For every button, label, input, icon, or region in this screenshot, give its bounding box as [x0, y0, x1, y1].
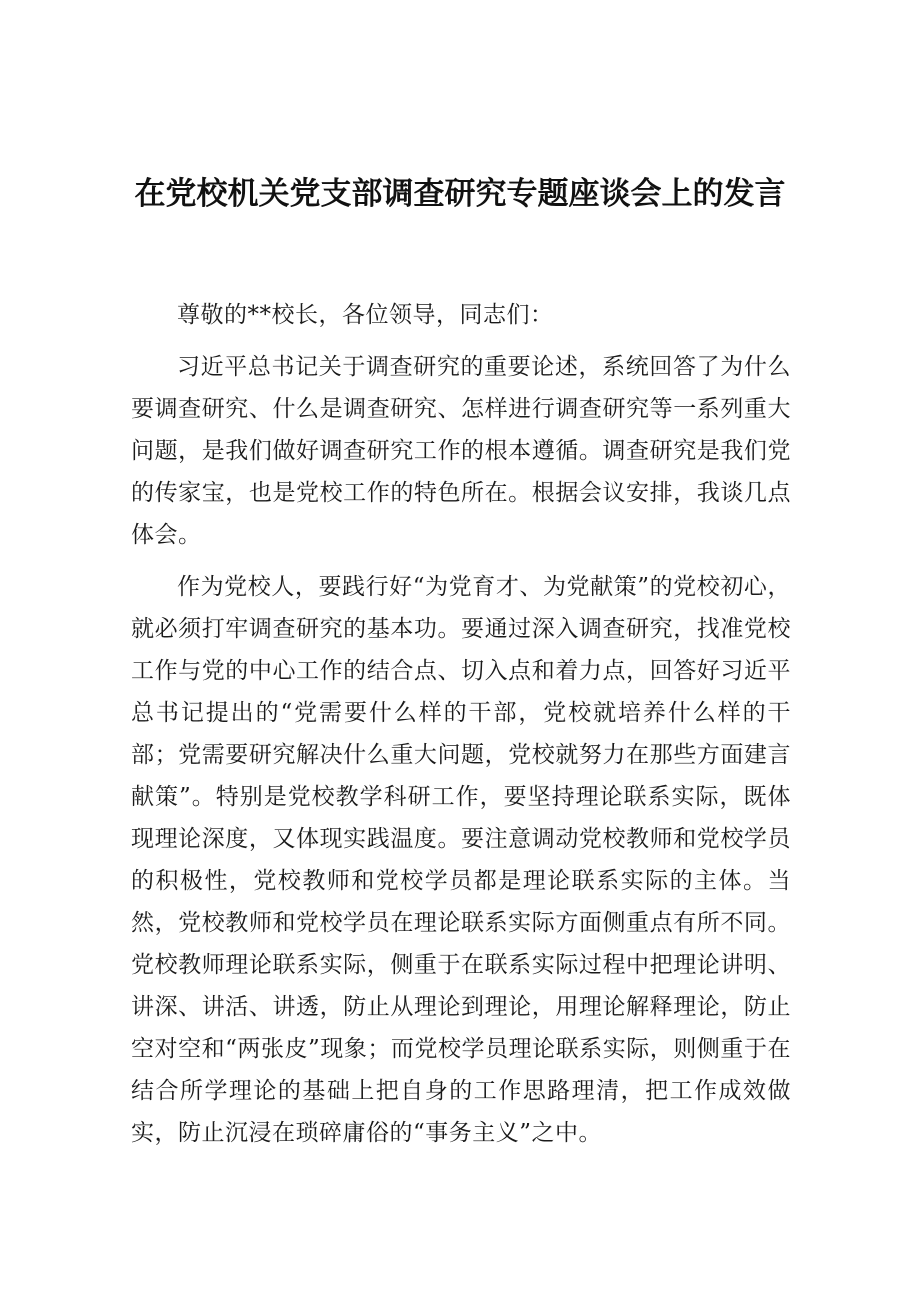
document-body	[131, 294, 791, 1154]
document-title: 在党校机关党支部调查研究专题座谈会上的发言	[134, 176, 786, 212]
paragraph-main: 作为党校人，要践行好“为党育才、为党献策”的党校初心，就必须打牢调查研究的基本功。要通过深入调查研究，找准党校工作与党的中心工作的结合点、切入点和着力点，回答好习近平总书记提出的“党需要什么样的干部，党校就培养什么样的干部；党需要研究解决什么重大问题，党校就努力在那些方面建言献策”。特别是党校教学科研工作，要坚持理论联系实际，既体现理论深度，又体现实践温度。要注意调动党校教师和党校学员的积极性，党校教师和党校学员都是理论联系实际的主体。当然，党校教师和党校学员在理论联系实际方面侧重点有所不同。党校教师理论联系实际，侧重于在联系实际过程中把理论讲明、讲深、讲活、讲透，防止从理论到理论，用理论解释理论，防止空对空和“两张皮”现象；而党校学员理论联系实际，则侧重于在结合所学理论的基础上把自身的工作思路理清，把工作成效做实，防止沉浸在琐碎庸俗的“事务主义”之中。	[131, 574, 791, 1146]
salutation: 尊敬的**校长，各位领导，同志们：	[177, 302, 554, 328]
paragraph-intro: 习近平总书记关于调查研究的重要论述，系统回答了为什么要调查研究、什么是调查研究、怎样进行调查研究等一系列重大问题，是我们做好调查研究工作的根本遵循。调查研究是我们党的传家宝，也是党校工作的特色所在。根据会议安排，我谈几点体会。	[131, 354, 791, 548]
